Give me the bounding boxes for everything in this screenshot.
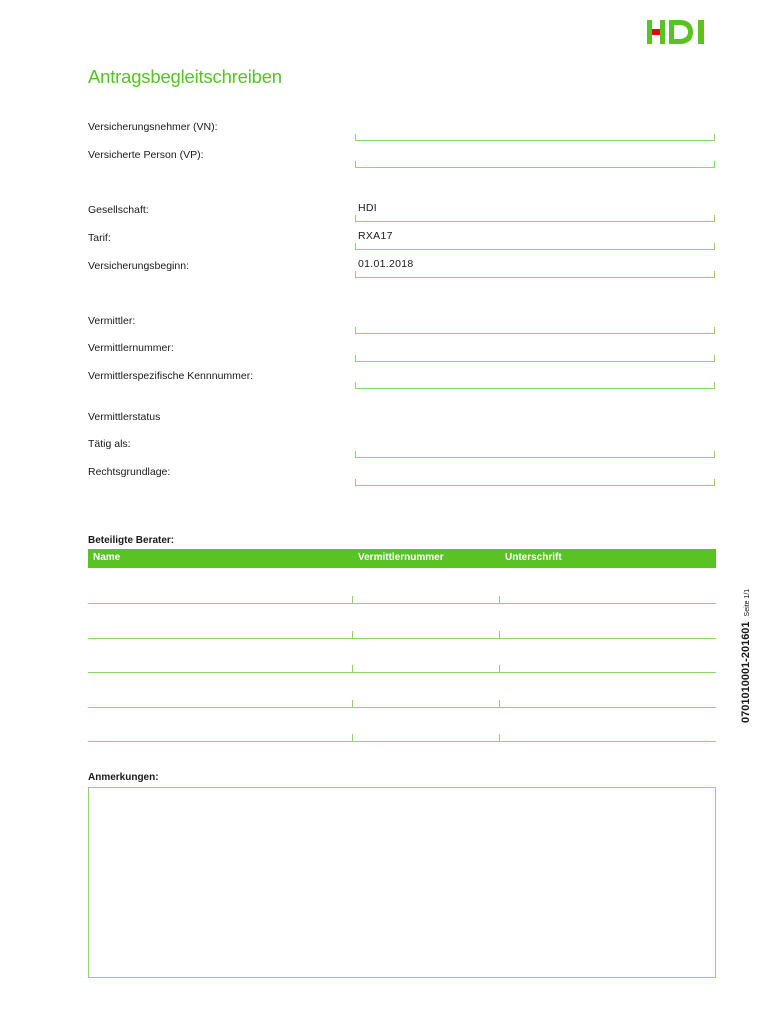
- tarif-value: RXA17: [358, 230, 393, 242]
- beginn-field[interactable]: [355, 271, 715, 278]
- berater-title: Beteiligte Berater:: [88, 535, 175, 546]
- kennnummer-field[interactable]: [355, 382, 715, 389]
- kennnummer-label: Vermittlerspezifische Kennnummer:: [88, 370, 254, 382]
- tarif-label: Tarif:: [88, 232, 111, 244]
- hdi-logo: [647, 20, 717, 44]
- berater-table-header: [88, 549, 716, 568]
- document-code-number: 0701010001-201601: [740, 621, 752, 723]
- tarif-field[interactable]: [355, 243, 715, 250]
- taetig-field[interactable]: [355, 451, 715, 458]
- beginn-label: Versicherungsbeginn:: [88, 260, 189, 272]
- status-label: Vermittlerstatus: [88, 411, 161, 423]
- rechtsgrundlage-field[interactable]: [355, 479, 715, 486]
- vermittlernummer-field[interactable]: [355, 355, 715, 362]
- vermittlernummer-label: Vermittlernummer:: [88, 342, 174, 354]
- rechtsgrundlage-label: Rechtsgrundlage:: [88, 466, 171, 478]
- vp-field[interactable]: [355, 161, 715, 168]
- vermittler-field[interactable]: [355, 327, 715, 334]
- taetig-label: Tätig als:: [88, 438, 131, 450]
- anmerkungen-textarea[interactable]: [88, 787, 716, 978]
- vp-label: Versicherte Person (VP):: [88, 149, 204, 161]
- col-vermittlernummer: Vermittlernummer: [358, 552, 444, 563]
- vn-field[interactable]: [355, 134, 715, 141]
- gesellschaft-value: HDI: [358, 202, 377, 214]
- beginn-value: 01.01.2018: [358, 258, 414, 270]
- document-code: [740, 589, 752, 723]
- page-indicator: Seite 1/1: [744, 588, 751, 617]
- vn-label: Versicherungsnehmer (VN):: [88, 121, 218, 133]
- vermittler-label: Vermittler:: [88, 315, 136, 327]
- col-name: Name: [93, 552, 121, 563]
- anmerkungen-title: Anmerkungen:: [88, 772, 159, 783]
- gesellschaft-label: Gesellschaft:: [88, 204, 149, 216]
- page-title: Antragsbegleitschreiben: [88, 66, 282, 87]
- col-unterschrift: Unterschrift: [505, 552, 562, 563]
- gesellschaft-field[interactable]: [355, 215, 715, 222]
